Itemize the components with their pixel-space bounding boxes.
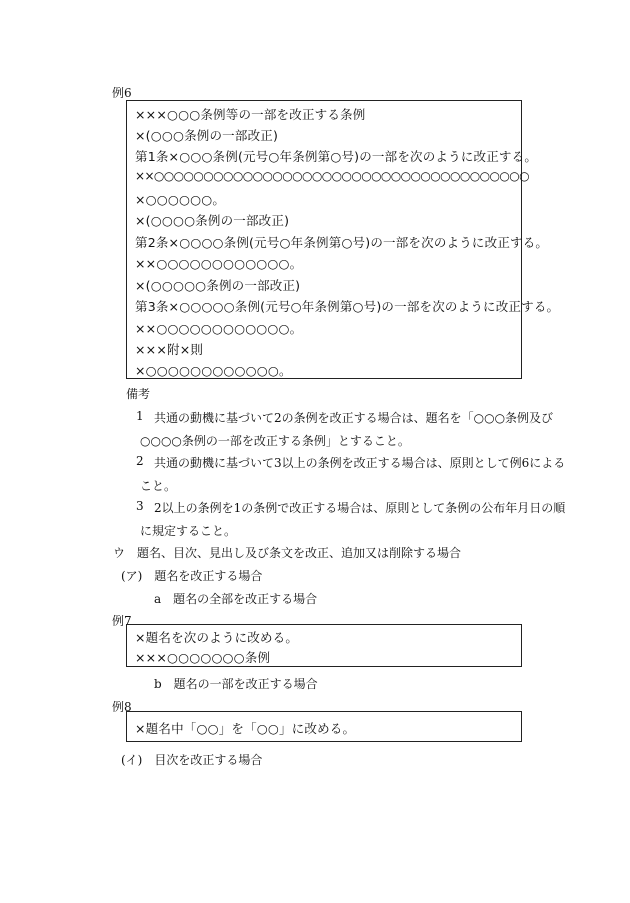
- example-8-box: [126, 711, 522, 742]
- example-7-box: [126, 624, 522, 667]
- example-6-line: ×××○○○条例等の一部を改正する条例: [135, 107, 366, 122]
- subsection-b-heading: b 題名の一部を改正する場合: [154, 677, 318, 691]
- remark-3-line: 2以上の条例を1の条例で改正する場合は、原則として条例の公布年月日の順: [154, 501, 566, 515]
- example-6-line: ×○○○○○○。: [135, 192, 226, 207]
- remark-1-number: 1: [136, 409, 144, 423]
- remark-1-line: ○○○○条例の一部を改正する条例」とすること。: [140, 434, 410, 448]
- remark-3-line: に規定すること。: [140, 524, 237, 538]
- remark-3-number: 3: [136, 499, 144, 513]
- example-7-line: ×××○○○○○○○条例: [135, 650, 271, 665]
- example-6-line: ×(○○○○条例の一部改正): [135, 213, 290, 228]
- example-6-label: 例6: [112, 86, 132, 100]
- example-6-line: ××○○○○○○○○○○○○○○○○○○○○○○○○○○○○○○○○○○○○○○: [135, 169, 529, 183]
- example-6-line: 第2条×○○○○条例(元号○年条例第○号)の一部を次のように改正する。: [135, 235, 549, 250]
- section-i-heading: (イ) 目次を改正する場合: [121, 753, 263, 767]
- remark-2-line: こと。: [140, 479, 177, 493]
- example-6-line: ×(○○○条例の一部改正): [135, 128, 279, 143]
- example-6-line: ×○○○○○○○○○○○○。: [135, 363, 292, 378]
- subsection-a-heading: a 題名の全部を改正する場合: [154, 592, 318, 606]
- remark-2-number: 2: [136, 454, 144, 468]
- example-6-box: [126, 100, 560, 379]
- example-8-line: ×題名中「○○」を「○○」に改める。: [135, 721, 356, 736]
- example-6-line: 第1条×○○○条例(元号○年条例第○号)の一部を次のように改正する。: [135, 149, 538, 164]
- section-a-heading: (ア) 題名を改正する場合: [121, 569, 263, 583]
- example-6-line: ×××附×則: [135, 342, 204, 357]
- example-8-label: 例8: [112, 700, 132, 714]
- example-6-line: 第3条×○○○○○条例(元号○年条例第○号)の一部を次のように改正する。: [135, 299, 560, 314]
- remarks-heading: 備考: [126, 387, 151, 401]
- example-7-line: ×題名を次のように改める。: [135, 630, 299, 645]
- example-6-line: ××○○○○○○○○○○○○。: [135, 256, 303, 271]
- remark-2-line: 共通の動機に基づいて3以上の条例を改正する場合は、原則として例6による: [154, 456, 566, 470]
- remark-1-line: 共通の動機に基づいて2の条例を改正する場合は、題名を「○○○条例及び: [154, 411, 554, 425]
- example-7-label: 例7: [112, 614, 132, 628]
- example-6-line: ××○○○○○○○○○○○○。: [135, 321, 303, 336]
- example-6-line: ×(○○○○○条例の一部改正): [135, 278, 301, 293]
- section-u-heading: ウ 題名、目次、見出し及び条文を改正、追加又は削除する場合: [113, 546, 462, 560]
